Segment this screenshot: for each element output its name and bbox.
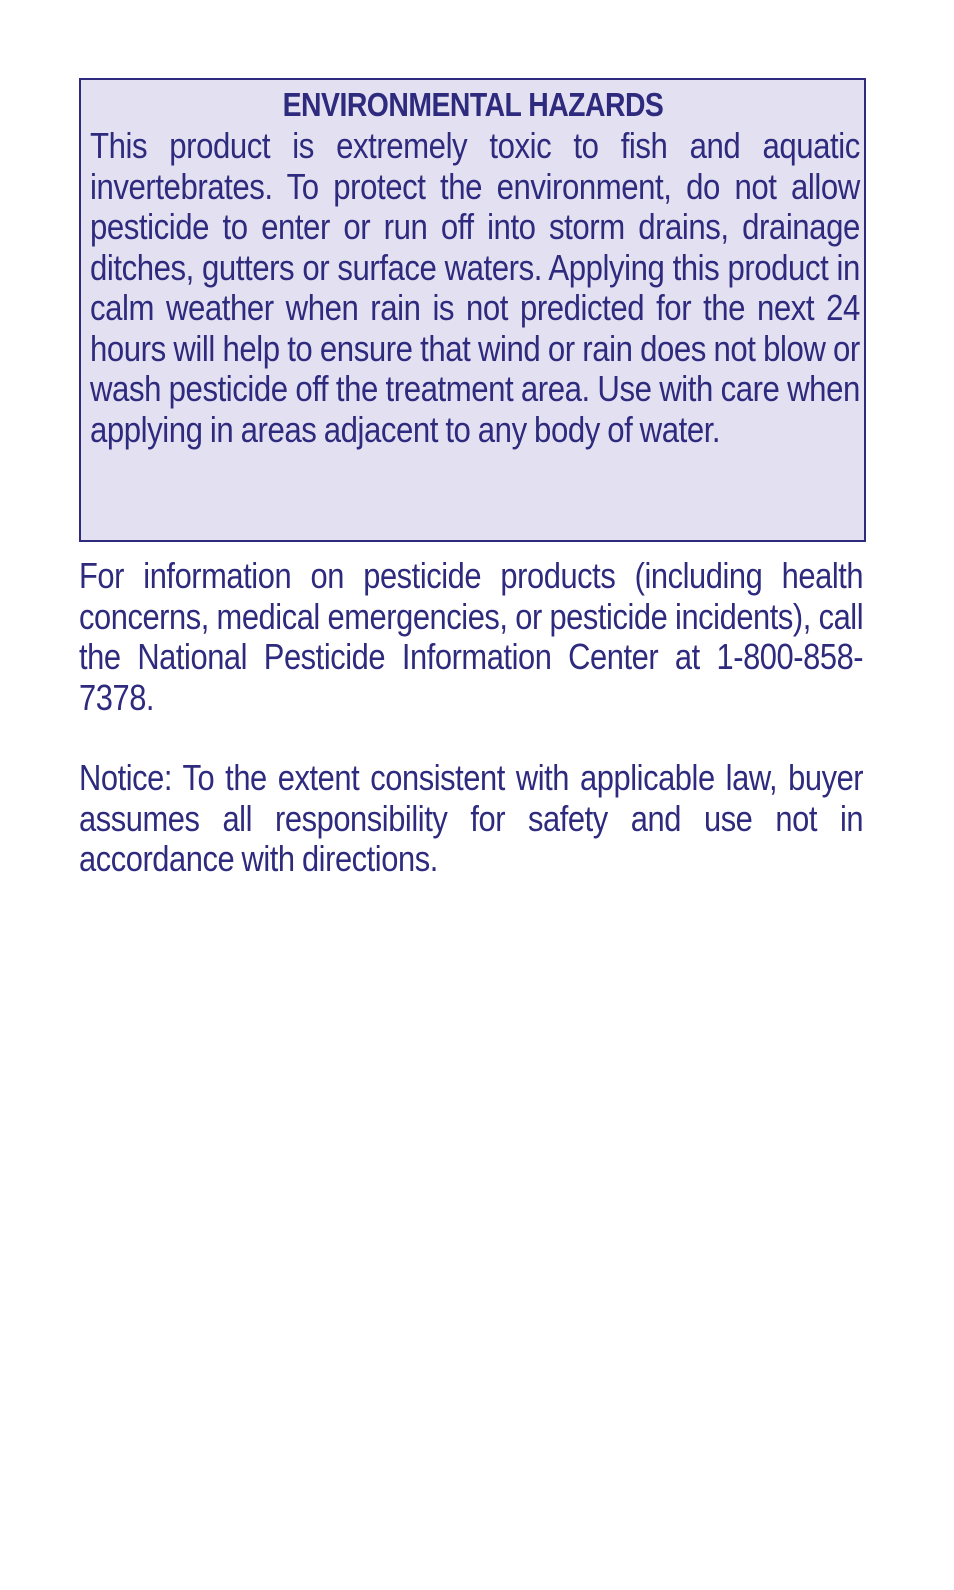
notice-text: Notice: To the extent consistent with applicable law, buyer assumes all responsibility for safety and use not in accordance with directions. [79, 757, 864, 879]
environmental-hazards-title: ENVIRONMENTAL HAZARDS [282, 86, 664, 123]
environmental-hazards-box [79, 78, 866, 542]
environmental-hazards-body-wrapper [90, 126, 860, 450]
pesticide-information-text: For information on pesticide products (including health concerns, medical emergencies, or pesticide incidents), call the National Pesticide Information Center at 1-800-858-7378. [79, 555, 864, 718]
notice-section [79, 758, 863, 880]
pesticide-information-section [79, 556, 863, 718]
environmental-hazards-text: This product is extremely toxic to fish and aquatic invertebrates. To protect the environment, do not allow pesticide to enter or run off into storm drains, drainage ditches, gutters or surface waters. Applying this product in calm weather when rain is not predicted for the next 24 hours will help to ensure that wind or rain does not blow or wash pesticide off the treatment area. Use with care when applying in areas adjacent to any body of water. [90, 125, 860, 450]
